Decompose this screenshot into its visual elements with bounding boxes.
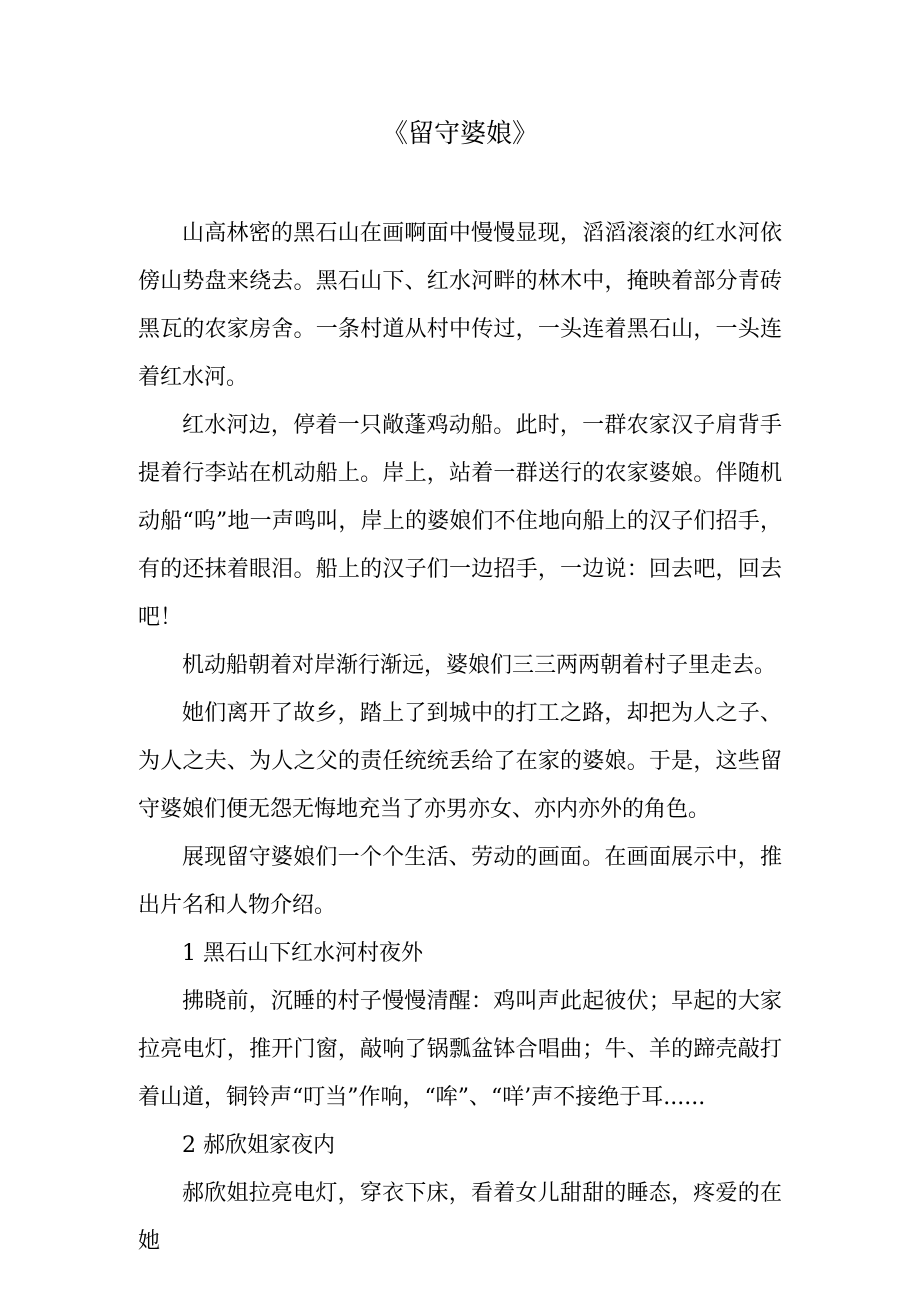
paragraph-left-behind-wives: 她们离开了故乡，踏上了到城中的打工之路，却把为人之子、为人之夫、为人之父的责任统统丢给了在家的婆娘。于是，这些留守婆娘们便无怨无悔地充当了亦男亦女、亦内亦外的角色。	[138, 701, 782, 822]
paragraph-boat-departure: 红水河边，停着一只敞蓬鸡动船。此时，一群农家汉子肩背手提着行李站在机动船上。岸上，站着一群送行的农家婆娘。伴随机动船“呜”地一声鸣叫，岸上的婆娘们不住地向船上的汉子们招手，有的还抹着眼泪。船上的汉子们一边招手，一边说：回去吧，回去吧！	[138, 413, 782, 630]
scene-heading-1: 1 黑石山下红水河村夜外	[182, 941, 423, 966]
scene-heading-2: 2 郝欣姐家夜内	[182, 1133, 335, 1158]
paragraph-boat-leaving: 机动船朝着对岸渐行渐远，婆娘们三三两两朝着村子里走去。	[182, 653, 777, 678]
paragraph-title-sequence: 展现留守婆娘们一个个生活、劳动的画面。在画面展示中，推出片名和人物介绍。	[138, 845, 782, 918]
paragraph-hao-xin-jie: 郝欣姐拉亮电灯，穿衣下床，看着女儿甜甜的睡态，疼爱的在她	[138, 1181, 782, 1254]
document-body	[138, 210, 782, 1266]
paragraph-opening-scene: 山高林密的黑石山在画啊面中慢慢显现，滔滔滚滚的红水河依傍山势盘来绕去。黑石山下、红水河畔的林木中，掩映着部分青砖黑瓦的农家房舍。一条村道从村中传过，一头连着黑石山，一头连着红水河。	[138, 221, 782, 390]
document-title: 《留守婆娘》	[381, 119, 538, 149]
paragraph-dawn-village: 拂晓前，沉睡的村子慢慢清醒：鸡叫声此起彼伏；早起的大家拉亮电灯，推开门窗，敲响了锅瓢盆钵合唱曲；牛、羊的蹄壳敲打着山道，铜铃声“叮当”作响，“哞”、“咩’声不接绝于耳......	[138, 989, 782, 1110]
